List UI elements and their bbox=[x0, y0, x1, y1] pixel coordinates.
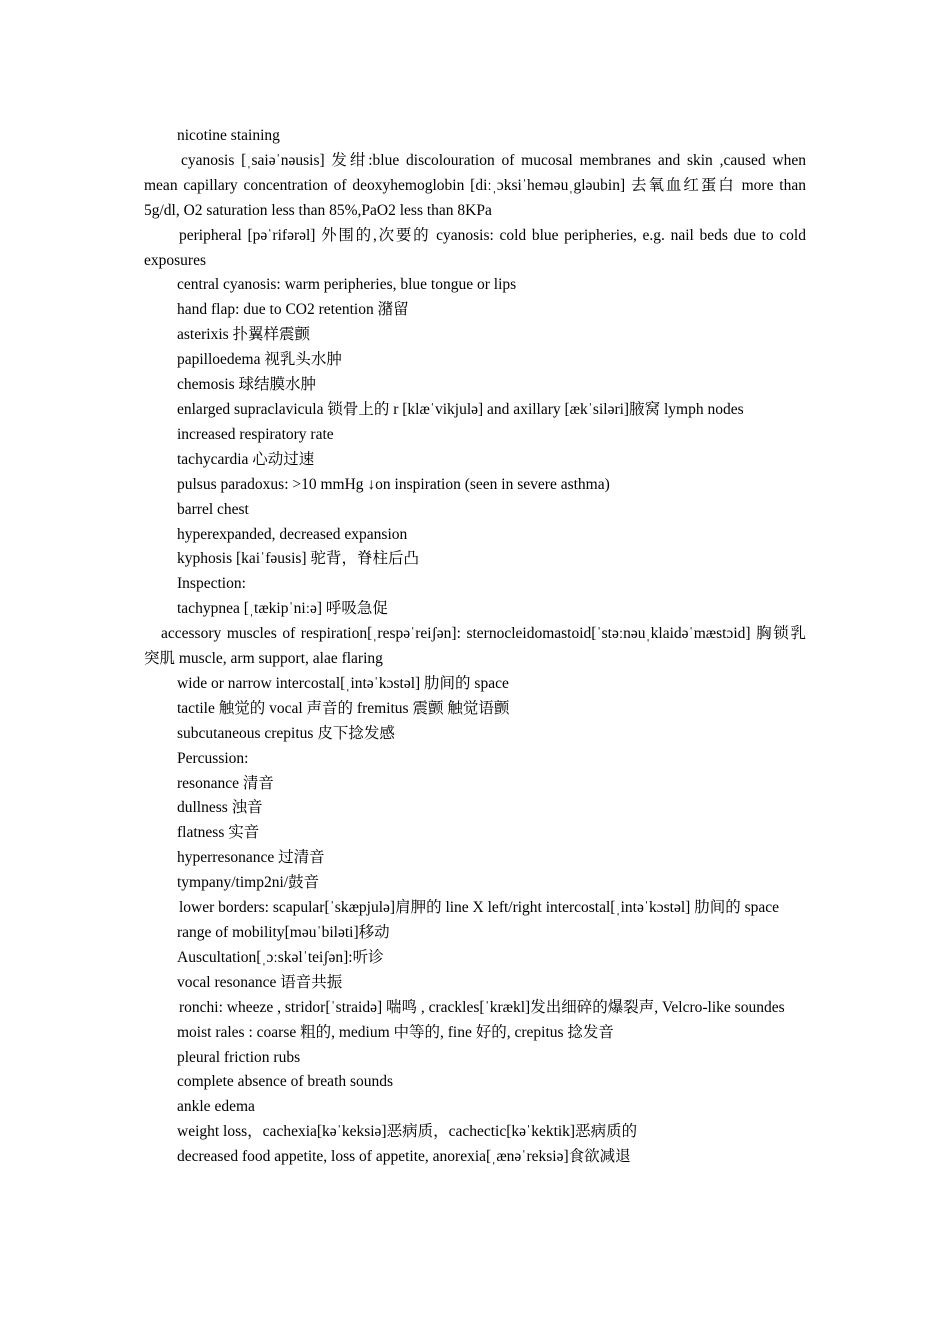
line-papilloedema: papilloedema 视乳头水肿 bbox=[177, 351, 342, 369]
line-weight-loss: weight loss，cachexia[kəˈkeksiə]恶病质，cachectic[kəˈkektik]恶病质的 bbox=[177, 1123, 638, 1141]
line-dullness: dullness 浊音 bbox=[177, 799, 263, 817]
line-pleural-friction-rubs: pleural friction rubs bbox=[177, 1048, 301, 1066]
line-respiratory-rate: increased respiratory rate bbox=[177, 425, 334, 443]
line-ronchi: ronchi: wheeze , stridor[ˈstraidə] 喘鸣 , crackles[ˈkrækl]发出细碎的爆裂声, Velcro-like soundes bbox=[179, 998, 785, 1016]
line-moist-rales: moist rales : coarse 粗的, medium 中等的, fine 好的, crepitus 捻发音 bbox=[177, 1023, 614, 1041]
line-pulsus-paradoxus: pulsus paradoxus: >10 mmHg ↓on inspiration (seen in severe asthma) bbox=[177, 475, 610, 493]
heading-inspection: Inspection: bbox=[177, 575, 246, 593]
line-kyphosis: kyphosis [kaiˈfəusis] 驼背，脊柱后凸 bbox=[177, 550, 419, 568]
line-chemosis: chemosis 球结膜水肿 bbox=[177, 376, 317, 394]
line-tachycardia: tachycardia 心动过速 bbox=[177, 450, 315, 468]
line-tactile-fremitus: tactile 触觉的 vocal 声音的 fremitus 震颤 触觉语颤 bbox=[177, 699, 510, 717]
line-lower-borders: lower borders: scapular[ˈskæpjulə]肩胛的 line X left/right intercostal[ˌintəˈkɔstəl] 肋间的 space bbox=[179, 899, 780, 917]
line-decreased-appetite: decreased food appetite, loss of appetite, anorexia[ˌænəˈreksiə]食欲减退 bbox=[177, 1148, 631, 1166]
line-lymph-nodes: enlarged supraclavicula 锁骨上的 r [klæˈvikjulə] and axillary [ækˈsiləri]腋窝 lymph nodes bbox=[177, 400, 744, 418]
line-subcutaneous-crepitus: subcutaneous crepitus 皮下捻发感 bbox=[177, 724, 395, 742]
line-accessory-muscles: accessory muscles of respiration[ˌrespəˈreiʃən]: sternocleidomastoid[ˈstəːnəuˌklaidəˈmæstɔid] 胸锁乳突肌 muscle, arm support, alae flaring bbox=[144, 625, 806, 668]
heading-percussion: Percussion: bbox=[177, 749, 249, 767]
line-central-cyanosis: central cyanosis: warm peripheries, blue tongue or lips bbox=[177, 276, 517, 294]
line-hyperexpanded: hyperexpanded, decreased expansion bbox=[177, 525, 408, 543]
line-hyperresonance: hyperresonance 过清音 bbox=[177, 849, 325, 867]
document-page bbox=[144, 124, 806, 1170]
line-peripheral-cyanosis: peripheral [pəˈrifərəl] 外围的,次要的 cyanosis: cold blue peripheries, e.g. nail beds due to cold exposures bbox=[144, 226, 806, 269]
line-asterixis: asterixis 扑翼样震颤 bbox=[177, 326, 311, 344]
line-hand-flap: hand flap: due to CO2 retention 潴留 bbox=[177, 301, 409, 319]
line-nicotine-staining: nicotine staining bbox=[177, 127, 280, 144]
line-resonance: resonance 清音 bbox=[177, 774, 274, 792]
line-intercostal-space: wide or narrow intercostal[ˌintəˈkɔstəl] 肋间的 space bbox=[177, 674, 509, 692]
line-ankle-edema: ankle edema bbox=[177, 1098, 255, 1116]
heading-auscultation: Auscultation[ˌɔːskəlˈteiʃən]:听诊 bbox=[177, 948, 384, 966]
line-barrel-chest: barrel chest bbox=[177, 500, 249, 518]
line-range-of-mobility: range of mobility[məuˈbiləti]移动 bbox=[177, 924, 390, 941]
line-absence-breath-sounds: complete absence of breath sounds bbox=[177, 1073, 394, 1091]
line-vocal-resonance: vocal resonance 语音共振 bbox=[177, 973, 343, 991]
line-flatness: flatness 实音 bbox=[177, 824, 260, 842]
line-tachypnea: tachypnea [ˌtækipˈniːə] 呼吸急促 bbox=[177, 600, 388, 618]
line-cyanosis: cyanosis [ˌsaiəˈnəusis] 发绀:blue discolouration of mucosal membranes and skin ,caused when mean capillary concentration of deoxyhemoglobin [diːˌɔksiˈheməuˌgləubin] 去氧血红蛋白 more than 5g/dl, O2 saturation less than 85%,PaO2 less than 8KPa bbox=[144, 151, 806, 219]
line-tympany: tympany/timp2ni/鼓音 bbox=[177, 874, 320, 892]
